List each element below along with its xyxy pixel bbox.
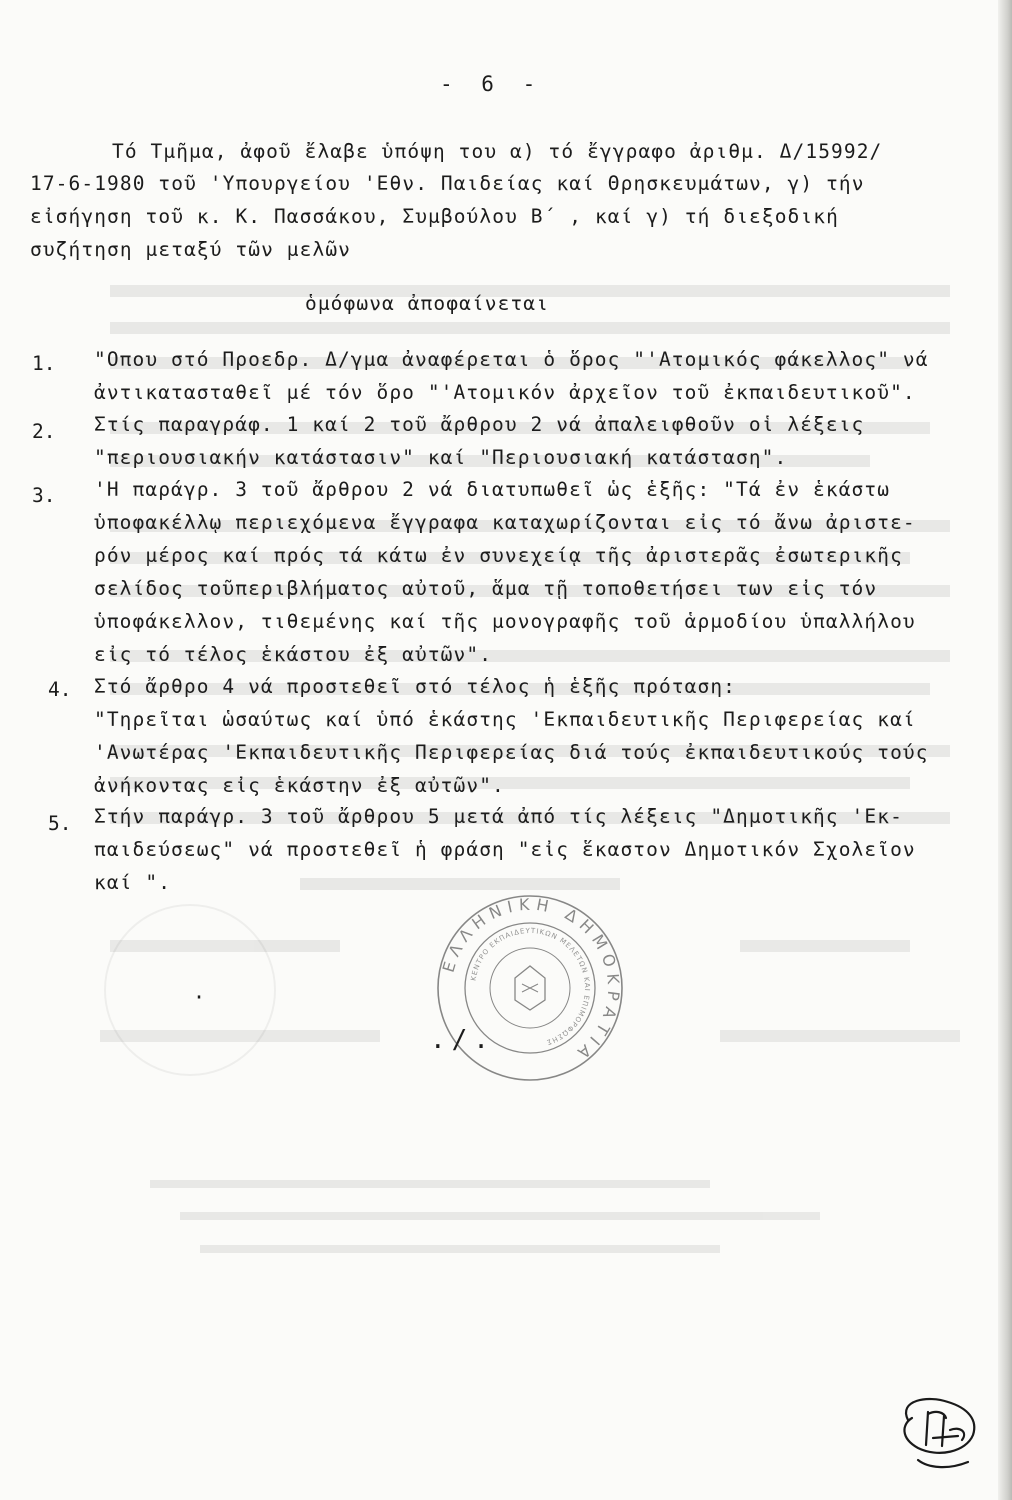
item-4-line-2: "Τηρεῖται ὡσαύτως καί ὑπό ἑκάστης 'Εκπαιδευτικῆς Περιφερείας καί [94,708,916,731]
item-5-line-2: παιδεύσεως" νά προστεθεῖ ἡ φράση "εἰς ἕκαστον Δημοτικόν Σχολεῖον [94,838,916,861]
item-3-line-5: ὑποφάκελλον, τιθεμένης καί τῆς μονογραφῆς τοῦ ἁρμοδίου ὑπαλλήλου [94,610,916,633]
decision-heading: ὁμόφωνα ἀποφαίνεται [305,292,549,315]
item-5-line-1: Στήν παράγρ. 3 τοῦ ἄρθρου 5 μετά ἀπό τίς λέξεις "Δημοτικῆς 'Εκ- [94,805,903,828]
item-5-line-3: καί ". [94,871,172,894]
intro-line-3: εἰσήγηση τοῦ κ. Κ. Πασσάκου, Συμβούλου Β΄ , καί γ) τή διεξοδική [30,205,839,228]
page-number: - 6 - [440,72,544,96]
item-3-line-6: εἰς τό τέλος ἑκάστου ἐξ αὐτῶν". [94,643,493,666]
svg-text:ΕΛΛΗΝΙΚΗ ΔΗΜΟΚΡΑΤΙΑ [439,895,624,1066]
item-1-line-2: ἀντικατασταθεῖ μέ τόν ὅρο "'Ατομικόν ἀρχεῖον τοῦ ἐκπαιδευτικοῦ". [94,381,916,404]
item-4-line-1: Στό ἄρθρο 4 νά προστεθεῖ στό τέλος ἡ ἑξῆς πρόταση: [94,675,736,698]
item-2-line-1: Στίς παραγράφ. 1 καί 2 τοῦ ἄρθρου 2 νά ἀπαλειφθοῦν οἱ λέξεις [94,413,865,436]
item-3-line-3: ρόν μέρος καί πρός τά κάτω ἐν συνεχείᾳ τῆς ἀριστερᾶς ἐσωτερικῆς [94,544,903,567]
item-1-line-1: "Οπου στό Προεδρ. Δ/γμα ἀναφέρεται ὁ ὅρος "'Ατομικός φάκελλος" νά [94,348,929,371]
official-stamp [430,888,630,1088]
item-number-2: 2. [32,420,56,443]
item-4-line-3: 'Ανωτέρας 'Εκπαιδευτικῆς Περιφερείας διά τούς ἐκπαιδευτικούς τούς [94,741,929,764]
intro-line-4: συζήτηση μεταξύ τῶν μελῶν [30,238,351,261]
intro-line-1: Τό Τμῆμα, ἀφοῦ ἔλαβε ὑπόψη του α) τό ἔγγραφο ἀριθμ. Δ/15992/ [112,140,883,163]
stamp-outer-text: ΕΛΛΗΝΙΚΗ ΔΗΜΟΚΡΑΤΙΑ [438,894,624,1066]
item-2-line-2: "περιουσιακήν κατάστασιν" καί "Περιουσιακή κατάσταση". [94,446,788,469]
item-3-line-1: 'Η παράγρ. 3 τοῦ ἄρθρου 2 νά διατυπωθεῖ ὡς ἑξῆς: "Τά ἐν ἑκάστω [94,478,891,501]
closing-mark: ./. [430,1025,495,1055]
intro-line-2: 17-6-1980 τοῦ 'Υπουργείου 'Εθν. Παιδείας καί Θρησκευμάτων, γ) τήν [30,172,865,195]
handwritten-initials [888,1390,998,1490]
item-number-4: 4. [48,678,72,701]
stamp-inner-text: ΚΕΝΤΡΟ ΕΚΠΑΙΔΕΥΤΙΚΩΝ ΜΕΛΕΤΩΝ ΚΑΙ ΕΠΙΜΟΡΦΩΣΗΣ [469,926,592,1047]
item-number-1: 1. [32,352,56,375]
item-4-line-4: ἀνήκοντας εἰς ἑκάστην ἐξ αὐτῶν". [94,774,505,797]
item-3-line-4: σελίδος τοῦπεριβλήματος αὐτοῦ, ἅμα τῇ τοποθετήσει των εἰς τόν [94,577,878,600]
item-number-3: 3. [32,484,56,507]
page-edge-shadow [998,0,1012,1500]
item-3-line-2: ὑποφακέλλῳ περιεχόμενα ἔγγραφα καταχωρίζονται εἰς τό ἄνω ἀριστε- [94,511,916,534]
svg-text:ΚΕΝΤΡΟ ΕΚΠΑΙΔΕΥΤΙΚΩΝ ΜΕΛΕΤΩΝ Κ [469,927,591,1047]
item-number-5: 5. [48,812,72,835]
stray-dot: · [193,985,206,1009]
